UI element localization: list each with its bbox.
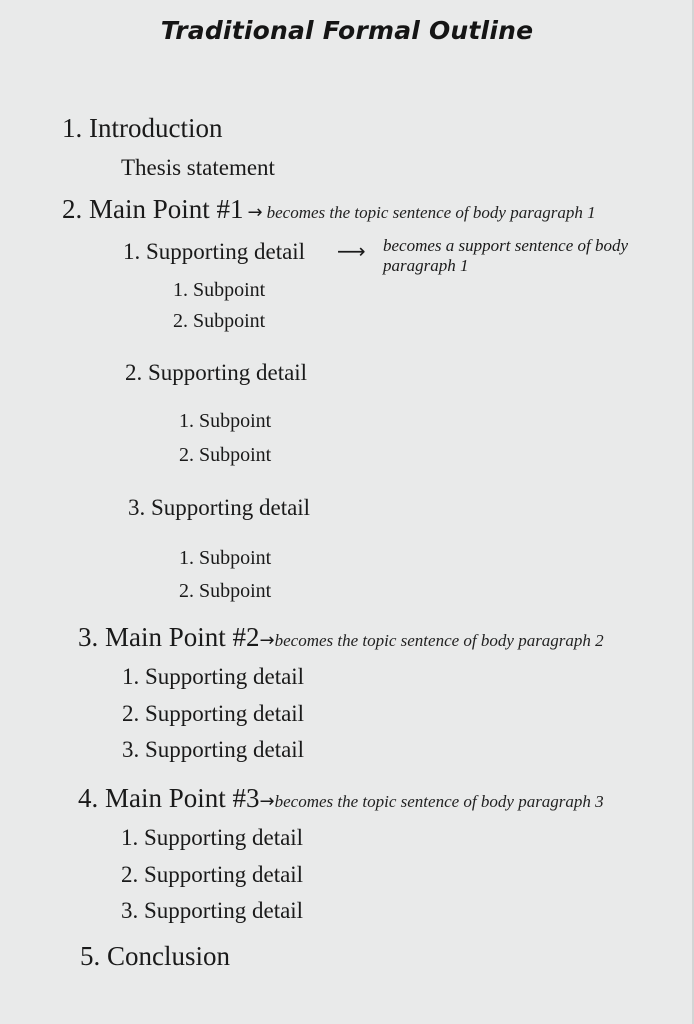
right-arrow-icon: →: [259, 630, 275, 651]
mp1-supporting-detail-2: 2. Supporting detail: [125, 360, 308, 385]
mp3-supporting-detail-1: 1. Supporting detail: [121, 825, 304, 850]
mp2-supporting-detail-2: 2. Supporting detail: [122, 701, 305, 726]
page-title: Traditional Formal Outline: [160, 16, 534, 45]
mp1-sd3-subpoint-1: 1. Subpoint: [179, 547, 272, 569]
outline-conclusion: 5. Conclusion: [80, 941, 231, 971]
main-point-2-label: 3. Main Point #2: [78, 622, 260, 652]
main-point-1-note: becomes the topic sentence of body paragraph 1: [266, 203, 596, 222]
mp1-supporting-detail-1: 1. Supporting detail: [123, 239, 306, 264]
main-point-1: [62, 196, 596, 223]
mp1-sd1-note-line-1: becomes a support sentence of body: [383, 236, 629, 255]
main-point-3: [78, 785, 604, 812]
mp1-sd1-subpoint-2: 2. Subpoint: [173, 310, 266, 332]
mp1-sd3-subpoint-2: 2. Subpoint: [179, 580, 272, 602]
mp2-supporting-detail-3: 3. Supporting detail: [122, 737, 305, 762]
outline-intro: 1. Introduction: [62, 113, 223, 143]
right-arrow-icon: ⟶: [337, 239, 366, 263]
main-point-1-label: 2. Main Point #1: [62, 194, 244, 224]
main-point-2: [78, 624, 604, 651]
main-point-3-label: 4. Main Point #3: [78, 783, 260, 813]
mp1-sd2-subpoint-2: 2. Subpoint: [179, 444, 272, 466]
outline-thesis: Thesis statement: [121, 155, 275, 180]
mp1-sd2-subpoint-1: 1. Subpoint: [179, 410, 272, 432]
mp3-supporting-detail-3: 3. Supporting detail: [121, 898, 304, 923]
mp1-sd1-subpoint-1: 1. Subpoint: [173, 279, 266, 301]
mp3-supporting-detail-2: 2. Supporting detail: [121, 862, 304, 887]
mp1-supporting-detail-3: 3. Supporting detail: [128, 495, 311, 520]
right-arrow-icon: →: [259, 791, 275, 812]
main-point-2-note: becomes the topic sentence of body paragraph 2: [274, 631, 604, 650]
mp2-supporting-detail-1: 1. Supporting detail: [122, 664, 305, 689]
mp1-sd1-note-line-2: paragraph 1: [383, 256, 469, 275]
main-point-3-note: becomes the topic sentence of body paragraph 3: [274, 792, 604, 811]
right-arrow-icon: →: [247, 202, 263, 223]
